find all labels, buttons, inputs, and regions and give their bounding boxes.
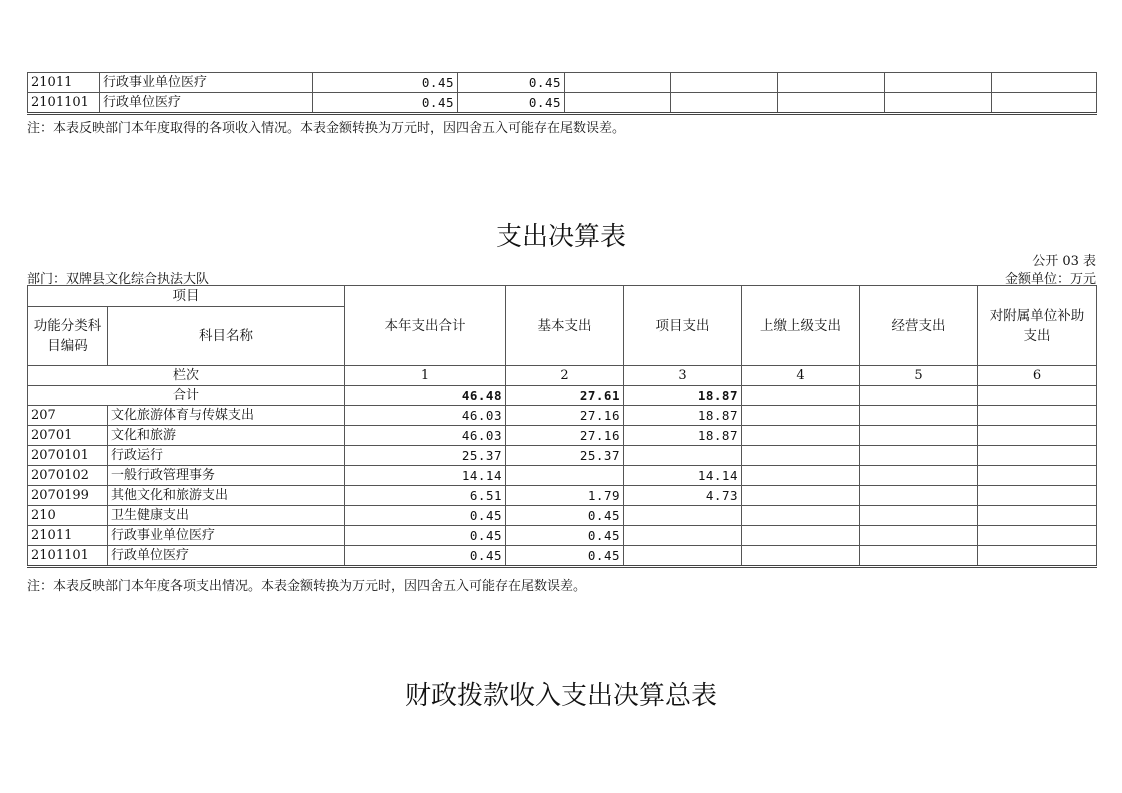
amount-cell: 0.45 [313,93,458,114]
subject-code: 210 [28,506,108,526]
subject-code: 2070102 [28,466,108,486]
table-row [28,93,1097,114]
column-number: 3 [624,366,742,386]
amount-basic: 27.16 [506,426,624,446]
amount-total: 0.45 [345,506,506,526]
header-business: 经营支出 [860,286,978,366]
empty-cell [978,546,1097,567]
amount-basic [506,466,624,486]
empty-cell [978,526,1097,546]
header-basic: 基本支出 [506,286,624,366]
department-label: 部门：双牌县文化综合执法大队 [27,272,210,287]
empty-cell [860,506,978,526]
empty-cell [860,426,978,446]
amount-basic: 1.79 [506,486,624,506]
subject-code: 207 [28,406,108,426]
amount-basic: 0.45 [506,506,624,526]
subject-name: 行政事业单位医疗 [108,526,345,546]
amount-project: 14.14 [624,466,742,486]
table-row [28,466,1097,486]
amount-basic: 0.45 [506,546,624,567]
amount-total: 46.03 [345,426,506,446]
amount-cell: 0.45 [458,93,565,114]
empty-cell [860,526,978,546]
empty-cell [978,466,1097,486]
subject-name: 文化和旅游 [108,426,345,446]
empty-cell [860,486,978,506]
subject-name: 文化旅游体育与传媒支出 [108,406,345,426]
sum-row [28,386,1097,406]
expense-table [27,285,1097,568]
amount-project: 18.87 [624,406,742,426]
header-upper: 上缴上级支出 [742,286,860,366]
amount-total: 0.45 [345,546,506,567]
table-number: 公开 03 表 [1032,254,1096,269]
sum-project: 18.87 [624,386,742,406]
column-number: 2 [506,366,624,386]
unit-label: 金额单位：万元 [1004,272,1096,287]
empty-cell [978,506,1097,526]
page-title: 支出决算表 [495,222,626,252]
empty-cell [978,406,1097,426]
amount-basic: 0.45 [506,526,624,546]
column-number: 1 [345,366,506,386]
amount-total: 6.51 [345,486,506,506]
empty-cell [978,446,1097,466]
amount-project [624,446,742,466]
sum-basic: 27.61 [506,386,624,406]
column-number: 6 [978,366,1097,386]
amount-basic: 27.16 [506,406,624,426]
subject-code: 20701 [28,426,108,446]
subject-name: 行政事业单位医疗 [100,73,313,93]
amount-total: 0.45 [345,526,506,546]
header-project: 项目支出 [624,286,742,366]
table-row [28,526,1097,546]
column-number-label: 栏次 [28,366,345,386]
table-row [28,406,1097,426]
subject-name: 行政单位医疗 [100,93,313,114]
table-row [28,73,1097,93]
empty-cell [742,406,860,426]
empty-cell [742,526,860,546]
empty-cell [978,486,1097,506]
income-table-note: 注：本表反映部门本年度取得的各项收入情况。本表金额转换为万元时，因四舍五入可能存在尾数误差。 [27,121,626,136]
income-table-continuation [27,72,1097,115]
next-section-title: 财政拨款收入支出决算总表 [404,681,717,711]
empty-cell [860,546,978,567]
header-func-code: 功能分类科目编码 [28,307,108,366]
amount-cell: 0.45 [313,73,458,93]
empty-cell [742,426,860,446]
subject-code: 2101101 [28,93,100,114]
table-row [28,546,1097,567]
table-row [28,506,1097,526]
header-subsidy: 对附属单位补助支出 [978,286,1097,366]
subject-name: 其他文化和旅游支出 [108,486,345,506]
column-number-row [28,366,1097,386]
amount-total: 14.14 [345,466,506,486]
empty-cell [742,486,860,506]
amount-project [624,526,742,546]
header-item: 项目 [28,286,345,307]
column-number: 5 [860,366,978,386]
subject-code: 21011 [28,73,100,93]
sum-label: 合计 [28,386,345,406]
subject-code: 2070199 [28,486,108,506]
amount-project [624,546,742,567]
subject-name: 行政运行 [108,446,345,466]
table-row [28,486,1097,506]
subject-code: 2101101 [28,546,108,567]
header-total: 本年支出合计 [345,286,506,366]
amount-project: 18.87 [624,426,742,446]
empty-cell [742,466,860,486]
amount-basic: 25.37 [506,446,624,466]
empty-cell [742,546,860,567]
subject-name: 卫生健康支出 [108,506,345,526]
empty-cell [978,426,1097,446]
subject-code: 2070101 [28,446,108,466]
amount-total: 46.03 [345,406,506,426]
column-number: 4 [742,366,860,386]
expense-table-note: 注：本表反映部门本年度各项支出情况。本表金额转换为万元时，因四舍五入可能存在尾数误差。 [27,579,587,594]
sum-total: 46.48 [345,386,506,406]
header-subject: 科目名称 [108,307,345,366]
subject-name: 行政单位医疗 [108,546,345,567]
amount-cell: 0.45 [458,73,565,93]
empty-cell [860,406,978,426]
amount-project: 4.73 [624,486,742,506]
empty-cell [860,466,978,486]
subject-name: 一般行政管理事务 [108,466,345,486]
amount-total: 25.37 [345,446,506,466]
table-row [28,446,1097,466]
subject-code: 21011 [28,526,108,546]
empty-cell [742,506,860,526]
empty-cell [860,446,978,466]
table-row [28,426,1097,446]
amount-project [624,506,742,526]
empty-cell [742,446,860,466]
